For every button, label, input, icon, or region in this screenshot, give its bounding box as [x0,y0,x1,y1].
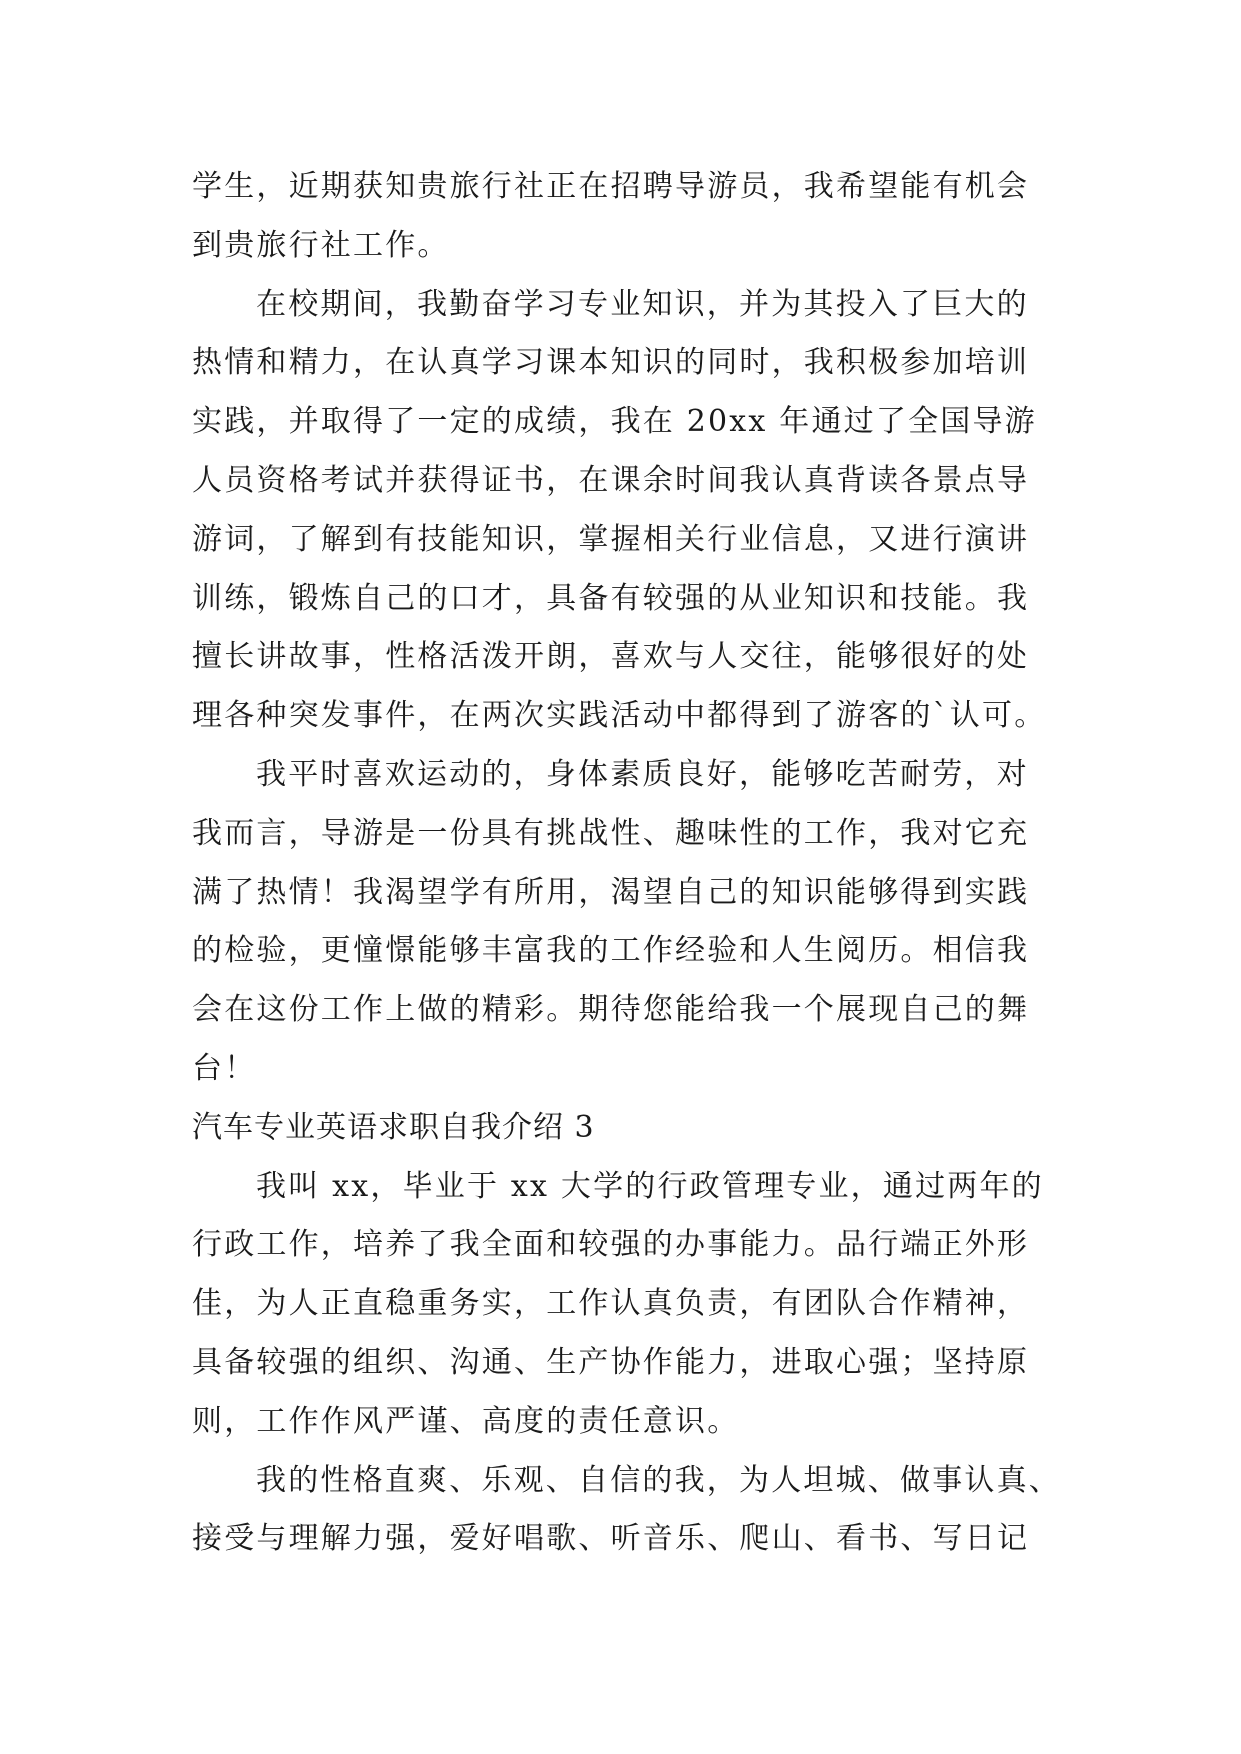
text-line: 热情和精力，在认真学习课本知识的同时，我积极参加培训 [192,345,1030,381]
text-line: 我的性格直爽、乐观、自信的我，为人坦城、做事认真、 [256,1462,1061,1498]
text-line: 满了热情！我渴望学有所用，渴望自己的知识能够得到实践 [192,874,1030,910]
text-line: 训练，锻炼自己的口才，具备有较强的从业知识和技能。我 [192,580,1030,616]
text-line: 人员资格考试并获得证书，在课余时间我认真背读各景点导 [192,462,1030,498]
paragraph [192,1158,1056,1452]
paragraph [192,158,1056,276]
text-line: 我而言，导游是一份具有挑战性、趣味性的工作，我对它充 [192,815,1030,851]
paragraph [192,276,1056,746]
text-line: 在校期间，我勤奋学习专业知识，并为其投入了巨大的 [256,286,1029,322]
document-page [192,158,1061,1569]
text-line: 接受与理解力强，爱好唱歌、听音乐、爬山、看书、写日记 [192,1521,1030,1557]
text-line: 会在这份工作上做的精彩。期待您能给我一个展现自己的舞 [192,992,1030,1028]
text-line: 的检验，更憧憬能够丰富我的工作经验和人生阅历。相信我 [192,933,1030,969]
text-line: 游词，了解到有技能知识，掌握相关行业信息，又进行演讲 [192,521,1030,557]
text-line: 我叫 xx，毕业于 xx 大学的行政管理专业，通过两年的 [256,1168,1044,1204]
text-line: 佳，为人正直稳重务实，工作认真负责，有团队合作精神， [192,1286,1030,1322]
text-line: 理各种突发事件，在两次实践活动中都得到了游客的`认可。 [192,698,1047,734]
text-line: 擅长讲故事，性格活泼开朗，喜欢与人交往，能够很好的处 [192,639,1030,675]
text-line: 学生，近期获知贵旅行社正在招聘导游员，我希望能有机会 [192,169,1030,204]
text-line: 具备较强的组织、沟通、生产协作能力，进取心强；坚持原 [192,1344,1030,1380]
text-line: 到贵旅行社工作。 [192,227,450,263]
text-line: 则，工作作风严谨、高度的责任意识。 [192,1403,740,1439]
section-heading: 汽车专业英语求职自我介绍 3 [192,1109,595,1145]
text-line: 我平时喜欢运动的，身体素质良好，能够吃苦耐劳，对 [256,756,1029,792]
text-line: 行政工作，培养了我全面和较强的办事能力。品行端正外形 [192,1227,1030,1263]
paragraph [192,1452,1061,1570]
paragraph [192,746,1056,1099]
text-line: 台！ [192,1050,257,1086]
text-line: 实践，并取得了一定的成绩，我在 20xx 年通过了全国导游 [192,404,1037,440]
